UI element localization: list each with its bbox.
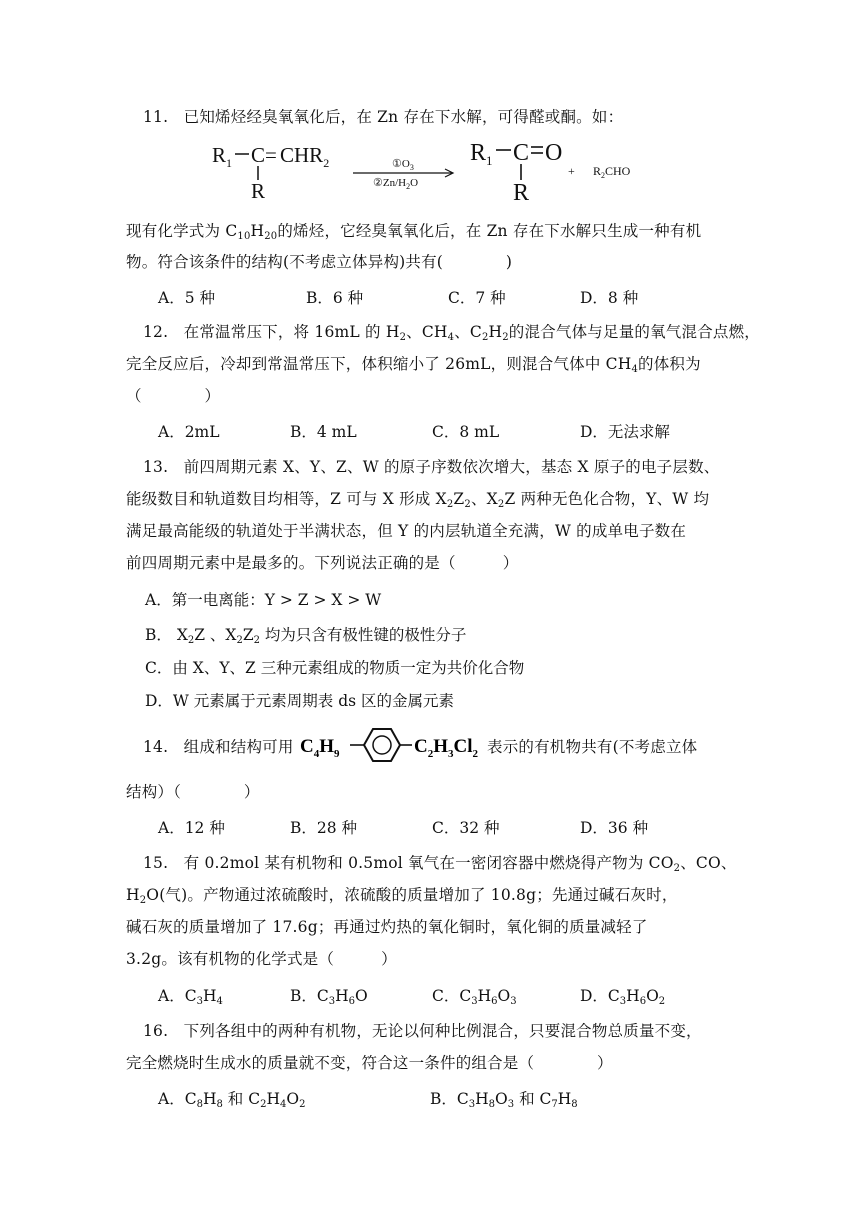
fig-right-c: C bbox=[414, 736, 428, 757]
scheme-plus: + bbox=[568, 164, 575, 178]
q12-sub: 2 bbox=[502, 332, 509, 343]
q11-reaction-scheme bbox=[200, 130, 660, 210]
q12-option-c[interactable]: C．8 mL bbox=[432, 423, 500, 441]
q15-opt-text: H bbox=[335, 987, 349, 1005]
q15-line3: 碱石灰的质量增加了 17.6g；再通过灼热的氧化铜时，氧化铜的质量减轻了 bbox=[126, 918, 648, 936]
q16-sub: 4 bbox=[279, 1099, 287, 1110]
q13-sub: 2 bbox=[446, 499, 454, 510]
q16-sub: 7 bbox=[551, 1099, 558, 1110]
q15-opt-text: O bbox=[497, 987, 511, 1005]
q16-opt-text: H bbox=[557, 1090, 572, 1108]
q16-sub: 3 bbox=[468, 1099, 476, 1110]
q16-opt-text: O bbox=[495, 1090, 508, 1108]
scheme-right-r2-sub: 2 bbox=[601, 171, 606, 180]
q14-option-a[interactable]: A．12 种 bbox=[158, 819, 225, 837]
q12-sub: 2 bbox=[481, 332, 489, 343]
q13-text: 能级数目和轨道数目均相等，Z 可与 X 形成 X bbox=[126, 490, 447, 508]
q13-number: 13. bbox=[143, 458, 169, 476]
q13-option-c[interactable]: C．由 X、Y、Z 三种元素组成的物质一定为共价化合物 bbox=[145, 659, 525, 677]
q11-number: 11. bbox=[143, 108, 169, 126]
q12-text: 在常温常压下，将 16mL 的 H bbox=[183, 323, 400, 341]
q13-text: 、X bbox=[470, 490, 498, 508]
q12-text: 的体积为 bbox=[638, 355, 701, 373]
q16-sub: 2 bbox=[299, 1099, 306, 1110]
q15-sub: 2 bbox=[658, 996, 666, 1007]
q13-line1 bbox=[143, 455, 719, 477]
fig-left-h: H bbox=[319, 736, 335, 757]
q12-option-d[interactable]: D．无法求解 bbox=[580, 423, 670, 441]
q14-option-d[interactable]: D．36 种 bbox=[580, 819, 649, 837]
q15-line4: 3.2g。该有机物的化学式是（ ） bbox=[126, 950, 397, 968]
q13-option-b-text: Z bbox=[242, 626, 254, 644]
fig-right-h: H bbox=[433, 736, 449, 757]
q11-line1 bbox=[143, 105, 623, 127]
svg-text:②Zn/H2O bbox=[373, 177, 418, 191]
q16-opt-text: 和 C bbox=[514, 1090, 552, 1108]
svg-text:C2H3Cl2 bbox=[414, 736, 479, 760]
q13-sub: 2 bbox=[187, 635, 195, 646]
scheme-reagent1-sub: 3 bbox=[409, 163, 414, 172]
fig-right-sub: 3 bbox=[448, 748, 454, 760]
q15-sub: 6 bbox=[639, 996, 647, 1007]
svg-text:R1 bbox=[470, 140, 493, 168]
q13-option-d[interactable]: D．W 元素属于元素周期表 ds 区的金属元素 bbox=[145, 692, 455, 710]
q15-option-d[interactable] bbox=[580, 984, 665, 1006]
q11-option-c[interactable]: C．7 种 bbox=[448, 289, 506, 307]
q14-line1-left bbox=[143, 735, 294, 757]
q15-opt-text: H bbox=[626, 987, 640, 1005]
scheme-left-double-bond: = bbox=[265, 143, 277, 167]
q16-sub: 3 bbox=[507, 1099, 515, 1110]
fig-right-sub: 2 bbox=[472, 748, 479, 760]
q13-text: Z bbox=[453, 490, 465, 508]
q15-opt-text: D．C bbox=[580, 987, 620, 1005]
fig-right-cl: Cl bbox=[453, 736, 473, 757]
q11-text: H bbox=[250, 222, 265, 240]
q16-opt-text: 和 C bbox=[222, 1090, 261, 1108]
q14-structure-figure bbox=[298, 726, 486, 764]
q15-sub: 3 bbox=[471, 996, 478, 1007]
scheme-right-r1: R bbox=[470, 140, 487, 166]
fig-right-sub: 2 bbox=[427, 748, 434, 760]
q13-sub: 2 bbox=[497, 499, 505, 510]
svg-text:R2CHO bbox=[593, 164, 631, 180]
q16-opt-text: A．C bbox=[158, 1090, 197, 1108]
q11-text: 现有化学式为 C bbox=[126, 222, 238, 240]
q13-option-b[interactable] bbox=[145, 623, 466, 645]
q11-sub: 20 bbox=[264, 231, 278, 242]
q15-sub: 3 bbox=[328, 996, 336, 1007]
q12-line3: （ ） bbox=[126, 387, 221, 405]
q12-line2 bbox=[126, 352, 701, 374]
q13-text: 前四周期元素 X、Y、Z、W 的原子序数依次增大，基态 X 原子的电子层数、 bbox=[183, 458, 720, 476]
q11-line2 bbox=[126, 219, 701, 241]
q16-opt-text: O bbox=[286, 1090, 300, 1108]
svg-text:C4H9 bbox=[300, 736, 340, 760]
q16-line2: 完全燃烧时生成水的质量就不变，符合这一条件的组合是（ ） bbox=[126, 1054, 613, 1072]
svg-text:①O3 bbox=[392, 158, 414, 172]
q11-option-a[interactable]: A．5 种 bbox=[158, 289, 215, 307]
q16-sub: 8 bbox=[196, 1099, 203, 1110]
q13-option-a[interactable]: A．第一电离能：Y > Z > X > W bbox=[145, 591, 382, 609]
q15-sub: 3 bbox=[619, 996, 627, 1007]
q15-number: 15. bbox=[143, 854, 169, 872]
q12-text: H bbox=[488, 323, 503, 341]
q12-text: 的混合气体与足量的氧气混合点燃， bbox=[508, 323, 760, 341]
q15-line2 bbox=[126, 883, 678, 905]
scheme-left-r1: R bbox=[212, 143, 227, 167]
q13-text: Z 两种无色化合物，Y、W 均 bbox=[504, 490, 710, 508]
q15-sub: 6 bbox=[491, 996, 498, 1007]
q15-sub: 6 bbox=[348, 996, 356, 1007]
q16-sub: 8 bbox=[488, 1099, 496, 1110]
q14-option-c[interactable]: C．32 种 bbox=[432, 819, 500, 837]
q13-sub: 2 bbox=[464, 499, 471, 510]
q15-text: O(气)。产物通过浓硫酸时，浓硫酸的质量增加了 10.8g；先通过碱石灰时， bbox=[146, 886, 678, 904]
q11-option-d[interactable]: D．8 种 bbox=[580, 289, 639, 307]
q15-opt-text: O bbox=[355, 987, 368, 1005]
q13-line3: 满足最高能级的轨道处于半满状态，但 Y 的内层轨道全充满，W 的成单电子数在 bbox=[126, 522, 687, 540]
q13-option-b-text: B． X bbox=[145, 626, 188, 644]
q16-opt-text: B．C bbox=[430, 1090, 469, 1108]
svg-text:R1 bbox=[212, 143, 232, 170]
q12-sub: 2 bbox=[399, 332, 407, 343]
q16-sub: 8 bbox=[571, 1099, 578, 1110]
scheme-right-r: R bbox=[513, 180, 530, 206]
q14-number: 14. bbox=[143, 738, 169, 756]
q15-sub: 3 bbox=[196, 996, 203, 1007]
q15-text: 、CO、 bbox=[680, 854, 737, 872]
q14-line1-right: 表示的有机物共有(不考虑立体 bbox=[487, 738, 698, 756]
q11-line3: 物。符合该条件的结构(不考虑立体异构)共有( ) bbox=[126, 253, 513, 271]
q12-sub: 4 bbox=[631, 364, 639, 375]
q14-line2: 结构）（ ） bbox=[126, 783, 260, 801]
q15-opt-text: H bbox=[477, 987, 492, 1005]
q15-line1 bbox=[143, 851, 737, 873]
q16-number: 16. bbox=[143, 1022, 169, 1040]
scheme-right-cho: CHO bbox=[605, 164, 631, 178]
q16-opt-text: H bbox=[202, 1090, 217, 1108]
q15-opt-text: B．C bbox=[290, 987, 329, 1005]
fig-left-c: C bbox=[300, 736, 314, 757]
scheme-reagent2: ②Zn/H bbox=[373, 177, 407, 189]
q15-sub: 4 bbox=[216, 996, 223, 1007]
q13-line4: 前四周期元素中是最多的。下列说法正确的是（ ） bbox=[126, 554, 519, 572]
q12-text: 完全反应后，冷却到常温常压下，体积缩小了 26mL，则混合气体中 CH bbox=[126, 355, 632, 373]
q15-option-a[interactable] bbox=[158, 984, 223, 1006]
scheme-left-r1-sub: 1 bbox=[226, 156, 233, 170]
scheme-reagent2-sub: 2 bbox=[406, 182, 411, 191]
fig-left-sub: 4 bbox=[313, 748, 320, 760]
q12-option-b[interactable]: B．4 mL bbox=[290, 423, 357, 441]
q16-option-a[interactable] bbox=[158, 1087, 305, 1109]
q16-sub: 2 bbox=[260, 1099, 267, 1110]
q16-option-b[interactable] bbox=[430, 1087, 578, 1109]
q12-option-a[interactable]: A．2mL bbox=[158, 423, 220, 441]
q15-sub: 2 bbox=[673, 863, 681, 874]
q13-line2 bbox=[126, 487, 709, 509]
q11-stem: 已知烯烃经臭氧氧化后，在 Zn 存在下水解，可得醛或酮。如： bbox=[183, 108, 624, 126]
q13-option-b-text: 均为只含有极性键的极性分子 bbox=[260, 626, 467, 644]
q15-sub: 2 bbox=[139, 895, 147, 906]
q11-option-b[interactable]: B．6 种 bbox=[306, 289, 364, 307]
q12-sub: 4 bbox=[447, 332, 455, 343]
fig-left-sub: 9 bbox=[334, 748, 340, 760]
q16-line1 bbox=[143, 1019, 702, 1041]
q12-text: 、CH bbox=[406, 323, 448, 341]
q16-sub: 8 bbox=[216, 1099, 223, 1110]
q12-number: 12. bbox=[143, 323, 169, 341]
scheme-reagent2-end: O bbox=[410, 177, 419, 189]
scheme-left-chr: CHR bbox=[280, 143, 324, 167]
q15-text: H bbox=[126, 886, 140, 904]
q15-option-c[interactable] bbox=[432, 984, 517, 1006]
scheme-right-c: C bbox=[513, 140, 530, 166]
q15-opt-text: O bbox=[646, 987, 659, 1005]
q11-text: 的烯烃，它经臭氧氧化后，在 Zn 存在下水解只生成一种有机 bbox=[277, 222, 702, 240]
q13-sub: 2 bbox=[236, 635, 243, 646]
scheme-right-r1-sub: 1 bbox=[486, 153, 493, 168]
q15-sub: 3 bbox=[510, 996, 517, 1007]
q12-text: 、C bbox=[454, 323, 482, 341]
scheme-reagent1: ①O bbox=[392, 158, 410, 170]
q12-line1 bbox=[143, 320, 760, 342]
q14-text: 组成和结构可用 bbox=[183, 738, 294, 756]
q16-opt-text: H bbox=[266, 1090, 280, 1108]
q15-opt-text: C．C bbox=[432, 987, 472, 1005]
scheme-left-chr-sub: 2 bbox=[323, 156, 330, 170]
q15-opt-text: H bbox=[202, 987, 217, 1005]
q16-opt-text: H bbox=[475, 1090, 489, 1108]
q15-opt-text: A．C bbox=[158, 987, 197, 1005]
q13-sub: 2 bbox=[253, 635, 260, 646]
scheme-right-o: O bbox=[545, 140, 563, 166]
q15-text: 有 0.2mol 某有机物和 0.5mol 氧气在一密闭容器中燃烧得产物为 CO bbox=[183, 854, 674, 872]
scheme-left-c: C bbox=[251, 143, 266, 167]
q13-option-b-text: Z 、X bbox=[194, 626, 237, 644]
scheme-right-r2: R bbox=[593, 164, 602, 178]
q15-option-b[interactable] bbox=[290, 984, 368, 1006]
svg-text:CHR2 bbox=[280, 143, 329, 170]
scheme-left-r: R bbox=[251, 179, 266, 203]
q11-sub: 10 bbox=[237, 231, 251, 242]
q16-text: 下列各组中的两种有机物，无论以何种比例混合，只要混合物总质量不变， bbox=[183, 1022, 702, 1040]
q14-option-b[interactable]: B．28 种 bbox=[290, 819, 358, 837]
